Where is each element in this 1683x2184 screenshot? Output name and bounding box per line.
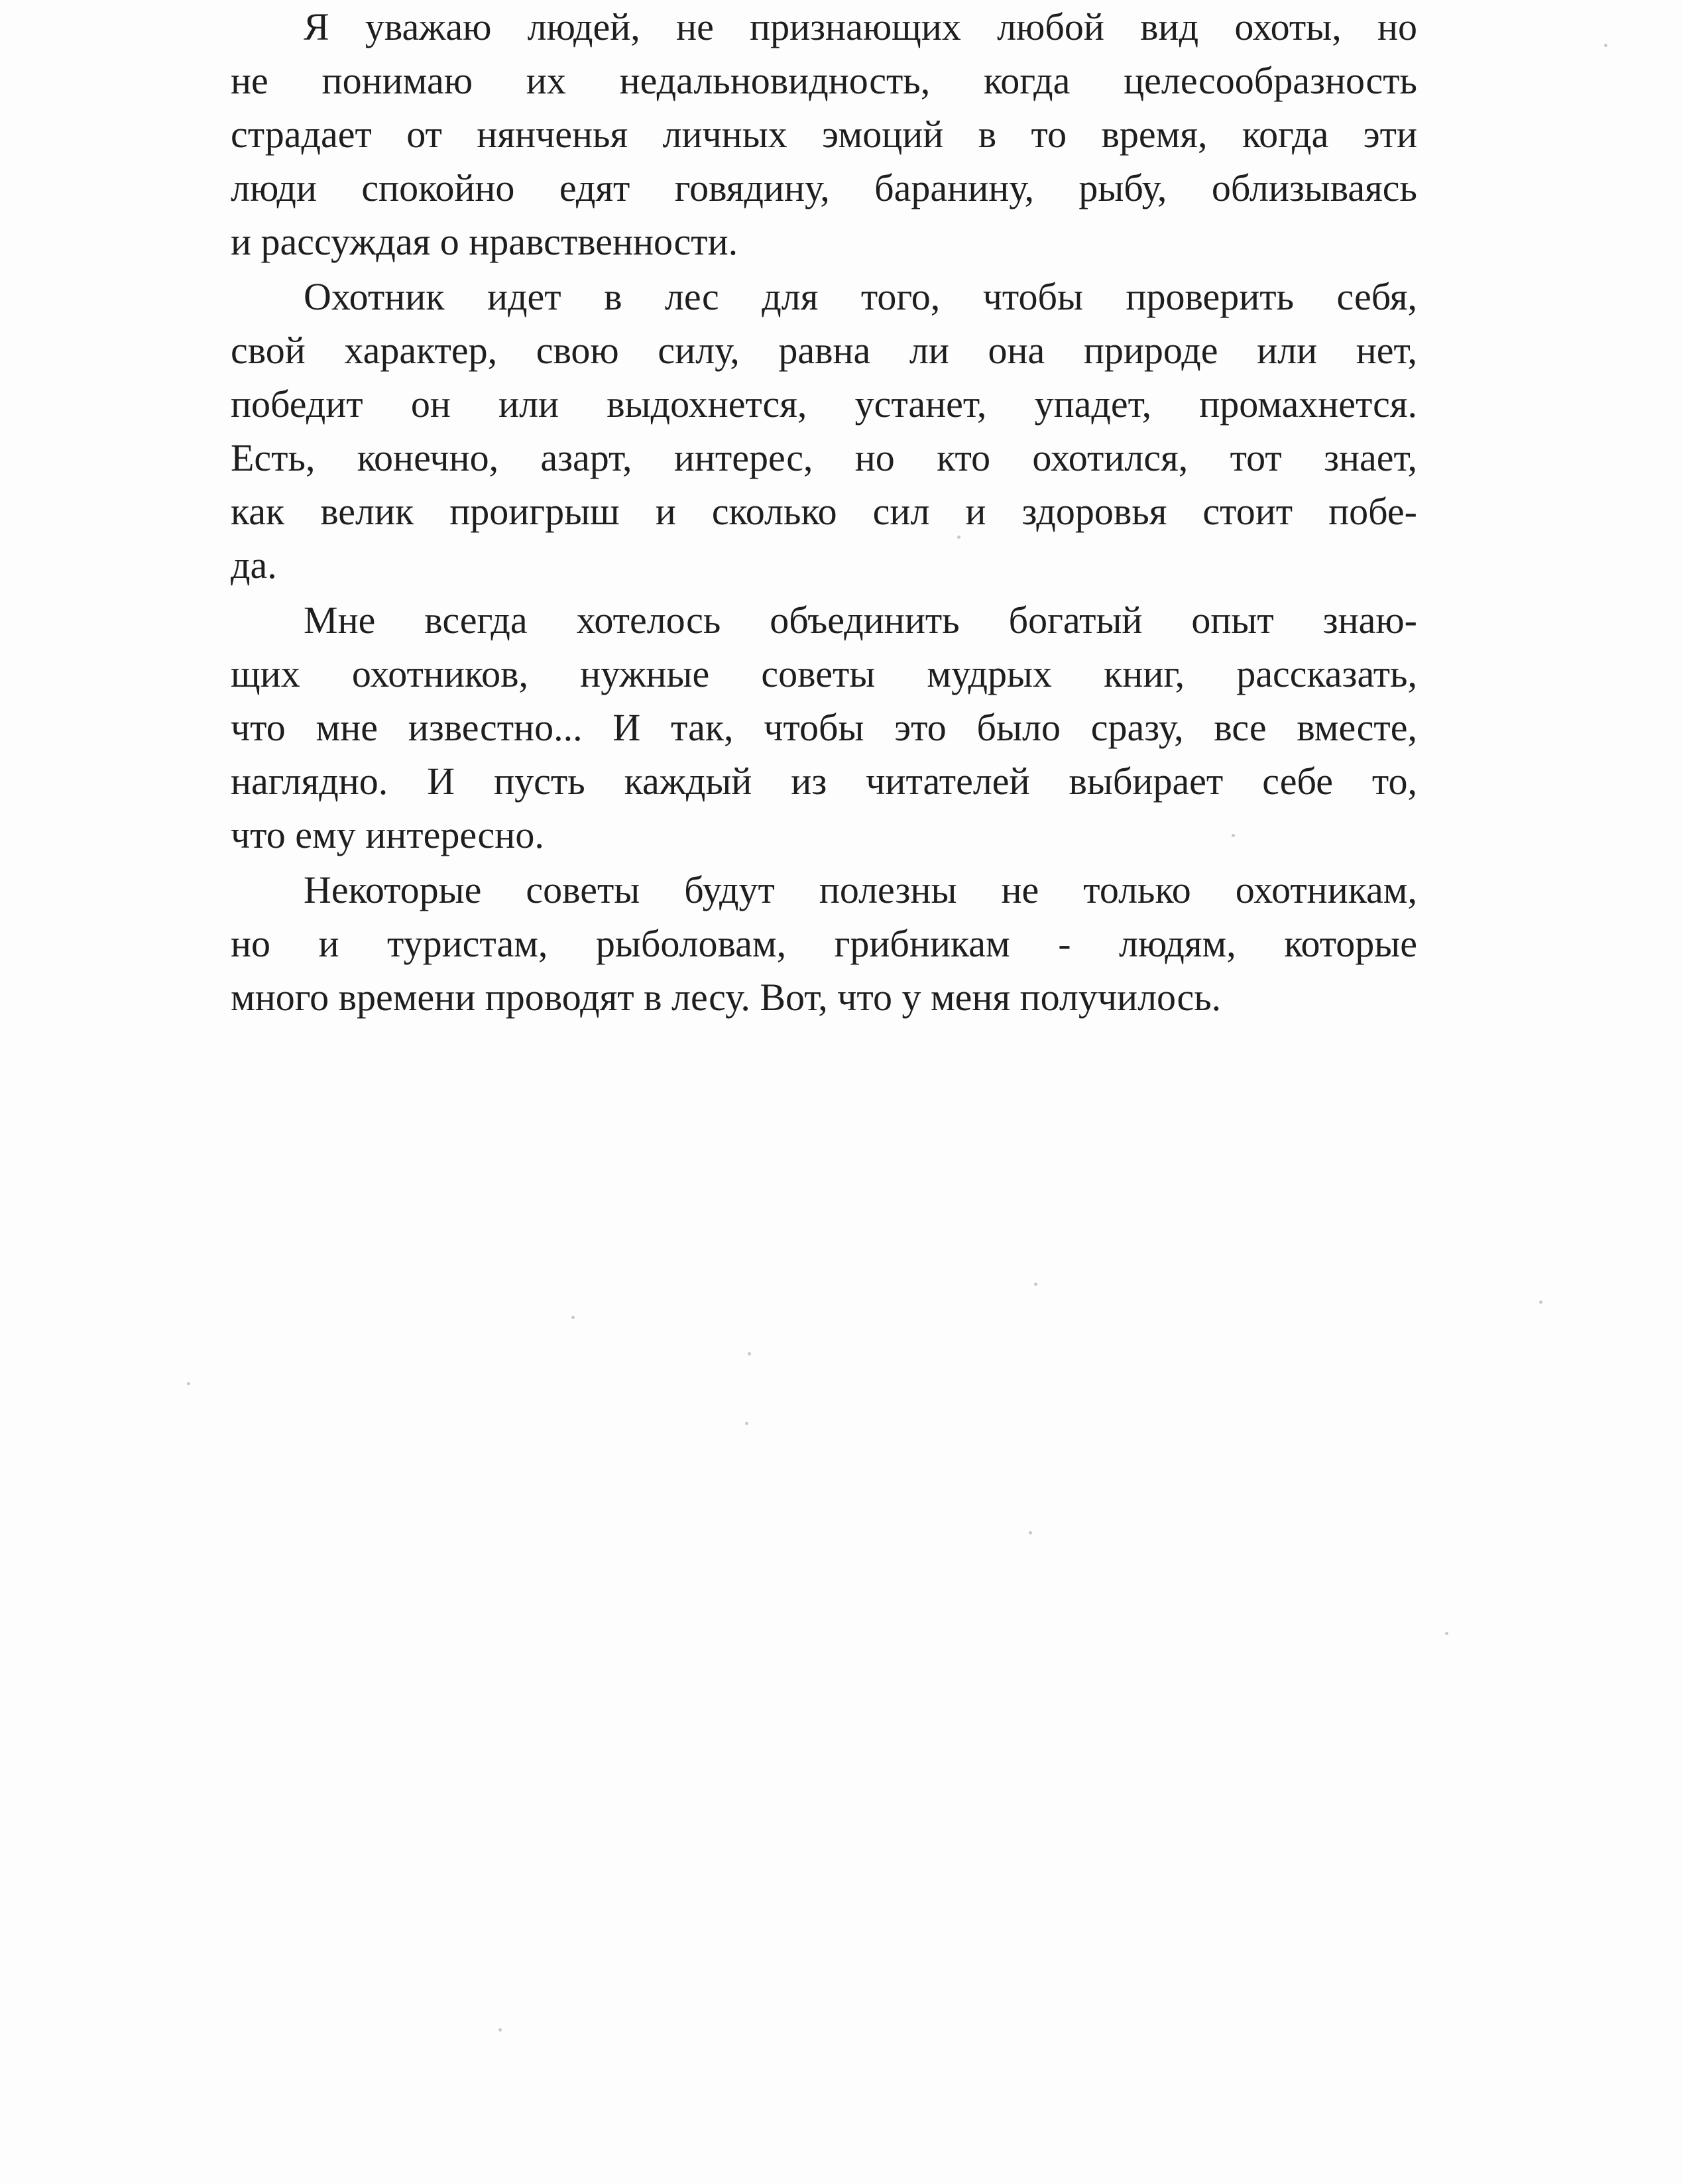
text-line: щих охотников, нужные советы мудрых книг, рассказать, [231, 652, 1417, 695]
text-line: люди спокойно едят говядину, баранину, рыбу, облизываясь [231, 166, 1417, 209]
text-line: да. [231, 544, 277, 587]
scan-speck [1604, 44, 1607, 47]
scan-speck [187, 1382, 190, 1385]
text-line: страдает от нянченья личных эмоций в то время, когда эти [231, 113, 1417, 156]
scan-speck [1034, 1283, 1037, 1286]
text-line: но и туристам, рыболовам, грибникам - людям, которые [231, 922, 1417, 965]
text-line: победит он или выдохнется, устанет, упадет, промахнется. [231, 382, 1417, 426]
text-line: Есть, конечно, азарт, интерес, но кто охотился, тот знает, [231, 436, 1417, 479]
scan-speck [498, 2028, 502, 2032]
text-line: что ему интересно. [231, 813, 544, 856]
scan-speck [1539, 1300, 1542, 1304]
paragraph-1 [231, 0, 1417, 268]
text-line: Некоторые советы будут полезны не только охотникам, [304, 868, 1417, 911]
text-line: и рассуждая о нравственности. [231, 220, 738, 263]
scan-speck [1232, 834, 1235, 837]
scan-speck [1445, 1632, 1448, 1635]
text-line: не понимаю их недальновидность, когда целесообразность [231, 59, 1417, 102]
scan-speck [571, 1316, 575, 1319]
scan-speck [1029, 1531, 1032, 1534]
text-line: много времени проводят в лесу. Вот, что у меня получилось. [231, 976, 1222, 1019]
text-line: Охотник идет в лес для того, чтобы проверить себя, [304, 275, 1417, 318]
text-line: наглядно. И пусть каждый из читателей выбирает себе то, [231, 760, 1417, 803]
scan-speck [748, 1352, 751, 1355]
scan-speck [745, 1422, 748, 1425]
text-line: как велик проигрыш и сколько сил и здоровья стоит побе- [231, 490, 1417, 533]
text-line: Я уважаю людей, не признающих любой вид охоты, но [304, 5, 1417, 48]
paragraph-4 [231, 863, 1417, 1024]
text-line: Мне всегда хотелось объединить богатый опыт знаю- [304, 599, 1417, 642]
text-line: свой характер, свою силу, равна ли она природе или нет, [231, 329, 1417, 372]
body-text [231, 0, 1417, 1025]
text-line: что мне известно... И так, чтобы это было сразу, все вместе, [231, 706, 1417, 749]
paragraph-3 [231, 593, 1417, 862]
scan-speck [957, 536, 960, 539]
paragraph-2 [231, 270, 1417, 592]
